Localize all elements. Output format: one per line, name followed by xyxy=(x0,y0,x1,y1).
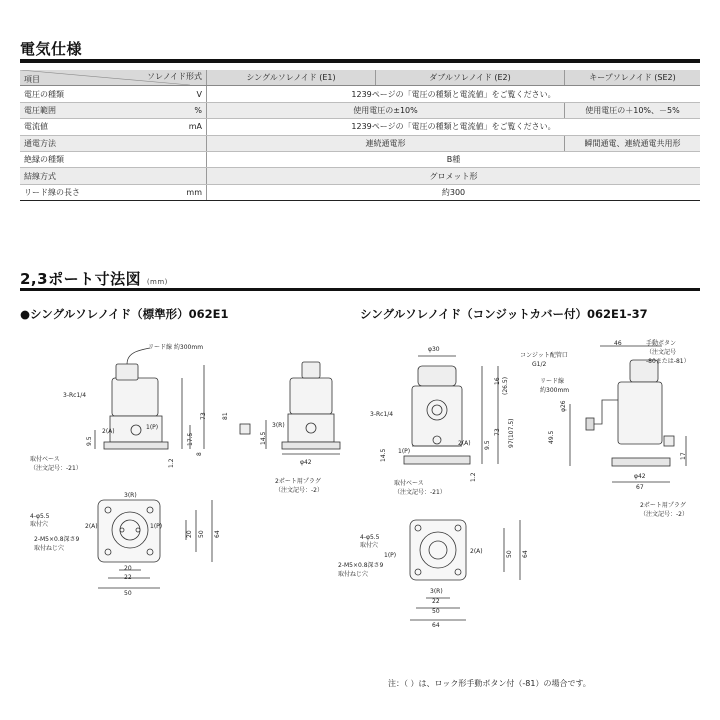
left-bottom-p1p-label: 1(P) xyxy=(150,523,163,530)
left-dim-20: 20 xyxy=(186,530,193,538)
right-side-view xyxy=(570,346,686,482)
right-dim-67: 67 xyxy=(636,484,644,491)
row-value: 1239ページの「電圧の種類と電流値」をご覧ください。 xyxy=(207,86,701,102)
right-manual-code2: -80または-81） xyxy=(646,358,690,365)
left-lead-label: リード線 約300mm xyxy=(148,344,204,351)
row-label: 絶縁の種類 xyxy=(20,151,158,167)
right-plug-code: （注文記号：-2） xyxy=(640,511,688,518)
row-unit: V xyxy=(158,86,207,102)
section-title-electrical: 電気仕様 xyxy=(20,40,83,58)
right-screw-label: 2-M5×0.8深さ9 xyxy=(338,562,384,569)
right-dim-26-5: (26.5) xyxy=(502,376,509,395)
right-bottom-p3r-label: 3(R) xyxy=(430,588,443,595)
left-hole-label: 4-φ5.5 xyxy=(30,513,50,520)
right-diagram-title: シングルソレノイド（コンジットカバー付）062E1-37 xyxy=(360,307,648,321)
right-p2a-label: 2(A) xyxy=(458,440,471,447)
left-dim-64h: 50 xyxy=(124,590,132,597)
right-dim-9-5: 9.5 xyxy=(484,440,491,450)
left-dim-22: 20 xyxy=(124,565,132,572)
left-dim-14-5: 14.5 xyxy=(260,431,267,445)
row-unit: mA xyxy=(158,119,207,135)
row-label: 結線方式 xyxy=(20,168,158,184)
right-base-label: 取付ベース xyxy=(394,480,424,487)
left-p2a-label: 2(A) xyxy=(102,428,115,435)
left-dim-50h: 22 xyxy=(124,574,132,581)
row-label: 電圧の種類 xyxy=(20,86,158,102)
right-screw-name: 取付ねじ穴 xyxy=(338,571,369,578)
row-value: 1239ページの「電圧の種類と電流値」をご覧ください。 xyxy=(207,119,701,135)
row-unit: % xyxy=(158,102,207,118)
left-screw-label: 2-M5×0.8深さ9 xyxy=(34,536,80,543)
left-phi42-label: φ42 xyxy=(300,459,312,466)
right-dim-49-5: 49.5 xyxy=(548,430,555,444)
left-hole-name: 取付穴 xyxy=(30,521,49,528)
right-phi30-label: φ30 xyxy=(428,346,440,353)
left-dim-17-5: 17.5 xyxy=(187,432,194,446)
row-label: 電圧範囲 xyxy=(20,102,158,118)
right-lead-label: リード線 xyxy=(540,378,565,385)
right-dim-46: 46 xyxy=(614,340,622,347)
left-dim-73: 73 xyxy=(200,412,207,420)
right-dim-22: 22 xyxy=(432,598,440,605)
right-dim-97: 97(107.5) xyxy=(508,418,515,448)
row-value: 約300 xyxy=(207,184,701,200)
header-col-double: ダブルソレノイド (E2) xyxy=(376,70,565,86)
left-dim-81: 81 xyxy=(222,412,229,420)
left-side-p3r-label: 3(R) xyxy=(272,422,285,429)
left-plug-label: 2ポート用プラグ xyxy=(275,478,321,485)
left-dim-9-5: 9.5 xyxy=(86,436,93,446)
right-conduit-label: コンジット配管口 xyxy=(520,352,568,359)
right-bottom-p1p-label: 1(P) xyxy=(384,552,397,559)
footnote: 注：（ ）は、ロック形手動ボタン付（-81）の場合です。 xyxy=(388,679,591,688)
left-base-label: 取付ベース xyxy=(30,456,60,463)
right-hole-label: 4-φ5.5 xyxy=(360,534,380,541)
left-port3-label: 3-Rc1/4 xyxy=(63,392,87,399)
left-dim-64v: 64 xyxy=(214,530,221,538)
section-dimensions-unit: (mm) xyxy=(146,278,168,286)
right-phi26-label: φ26 xyxy=(560,400,567,412)
row-value: B種 xyxy=(207,151,701,167)
header-col-single: シングルソレノイド (E1) xyxy=(207,70,376,86)
left-base-code: （注文記号：-21） xyxy=(30,465,82,472)
left-dim-8: 8 xyxy=(196,452,203,456)
right-dim-73: 73 xyxy=(494,428,501,436)
row-value-b: 使用電圧の＋10%、－5% xyxy=(565,102,701,118)
right-conduit-size: G1/2 xyxy=(532,361,547,368)
left-plug-code: （注文記号：-2） xyxy=(275,487,323,494)
left-bottom-p3r-label: 3(R) xyxy=(124,492,137,499)
section-dimensions-text: 2,3ポート寸法図 xyxy=(20,270,142,288)
row-label: リード線の長さ xyxy=(20,184,158,200)
row-value: グロメット形 xyxy=(207,168,701,184)
left-screw-name: 取付ねじ穴 xyxy=(34,545,65,552)
row-label: 通電方法 xyxy=(20,135,158,151)
right-bottom-view xyxy=(410,520,520,620)
left-bottom-p2a-label: 2(A) xyxy=(85,523,98,530)
header-row-label: 項目 xyxy=(24,75,40,84)
right-dim-50v: 50 xyxy=(506,550,513,558)
right-bottom-p2a-label: 2(A) xyxy=(470,548,483,555)
right-phi42-label: φ42 xyxy=(634,473,646,480)
right-manual-code: （注文記号 xyxy=(646,349,677,356)
left-side-view xyxy=(240,362,340,454)
header-col-label: ソレノイド形式 xyxy=(147,72,202,81)
right-p1p-label: 1(P) xyxy=(398,448,411,455)
right-hole-name: 取付穴 xyxy=(360,542,379,549)
right-port3-label: 3-Rc1/4 xyxy=(370,411,394,418)
right-dim-1-2: 1.2 xyxy=(470,472,477,482)
left-diagram-title: ●シングルソレノイド（標準形）062E1 xyxy=(20,307,229,321)
left-dim-1-2: 1.2 xyxy=(168,458,175,468)
right-base-code: （注文記号：-21） xyxy=(394,489,446,496)
right-lead-len: 約300mm xyxy=(540,387,570,394)
right-dim-16: 16 xyxy=(494,377,501,385)
right-dim-64h: 64 xyxy=(432,622,440,629)
row-unit: mm xyxy=(158,184,207,200)
right-dim-64v: 64 xyxy=(522,550,529,558)
row-value-a: 使用電圧の±10% xyxy=(207,102,565,118)
right-manual-label: 手動ボタン xyxy=(646,340,677,347)
left-p1p-label: 1(P) xyxy=(146,424,159,431)
left-dim-50v: 50 xyxy=(198,530,205,538)
right-dim-14-5: 14.5 xyxy=(380,448,387,462)
row-label: 電流値 xyxy=(20,119,158,135)
right-dim-17: 17 xyxy=(680,452,687,460)
right-plug-label: 2ポート用プラグ xyxy=(640,502,686,509)
left-bottom-view xyxy=(98,500,212,588)
header-col-keep: キープソレノイド (SE2) xyxy=(565,70,701,86)
row-value-b: 瞬間通電、連続通電共用形 xyxy=(565,135,701,151)
row-value-a: 連続通電形 xyxy=(207,135,565,151)
right-dim-50h: 50 xyxy=(432,608,440,615)
